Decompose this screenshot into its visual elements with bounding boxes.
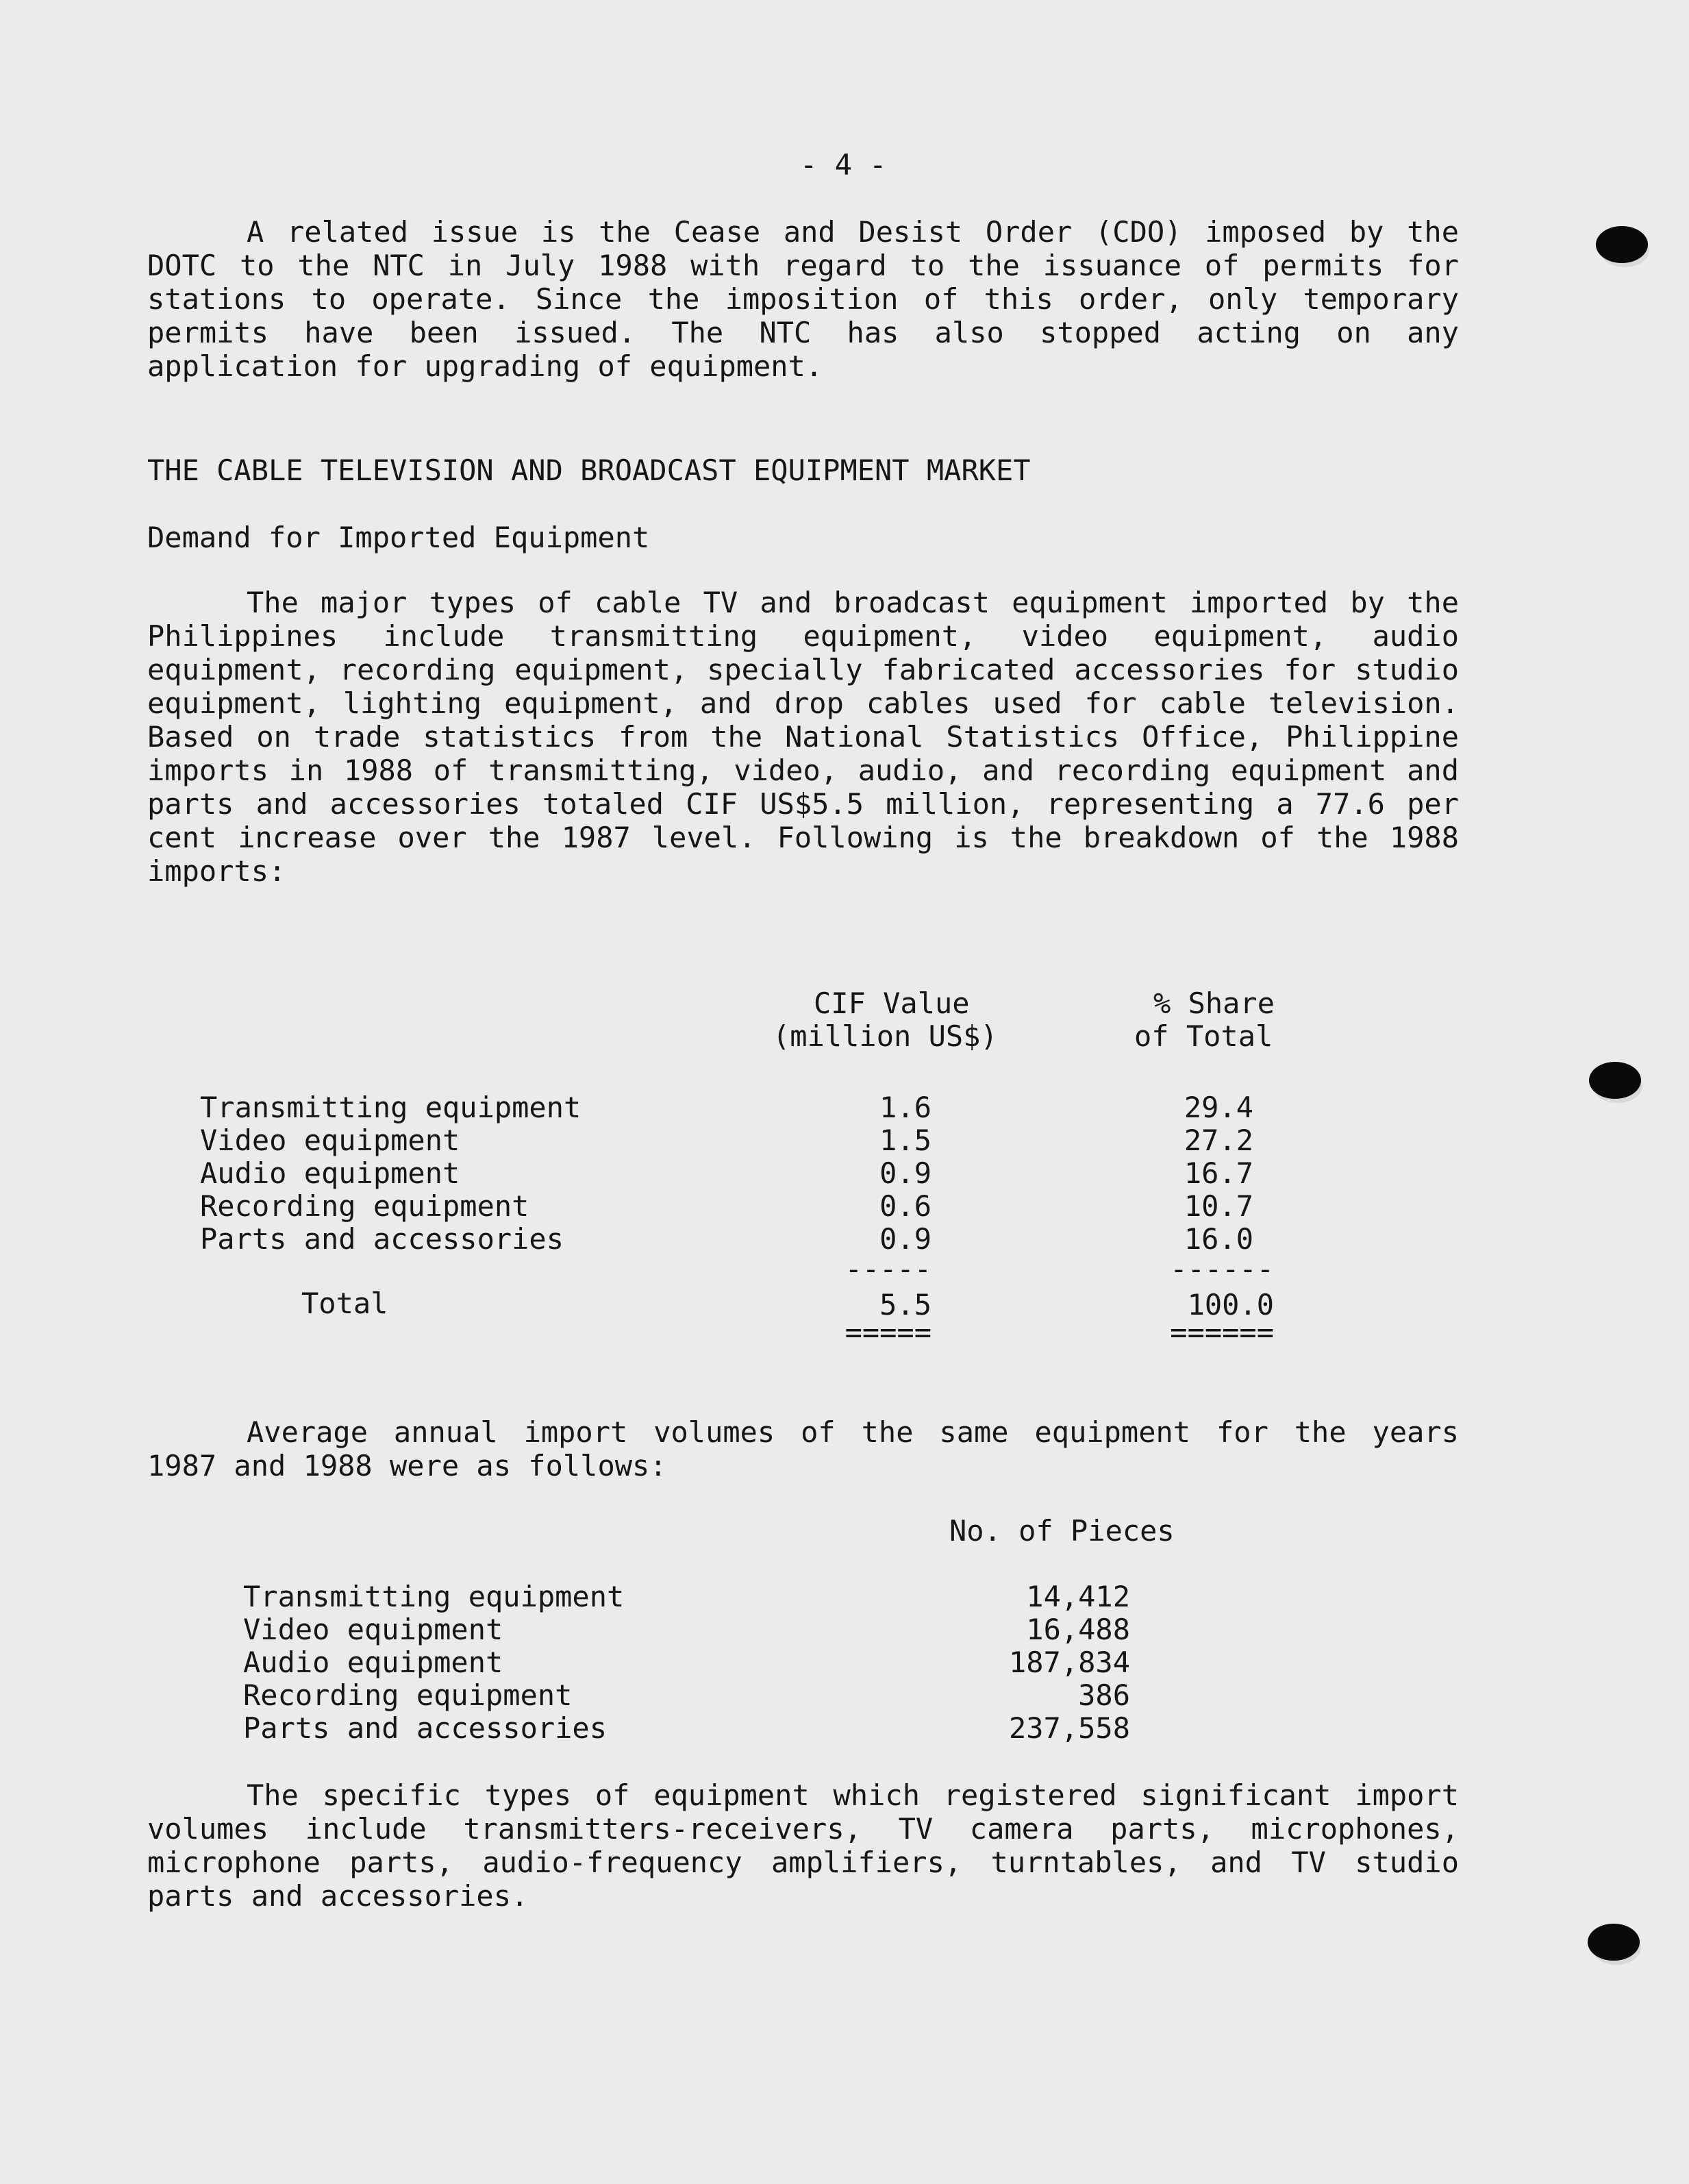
paragraph-imports-text: The major types of cable TV and broadcast equipment imported by the Philippines include transmitting equipment, video equipment, audio equipment, recording equipment, specially fabricated accessories for studio equipment, lighting equipment, and drop cables used for cable television. Based on trade statistics from the National Statistics Office, Philippine imports in 1988 of transmitting, video, audio, and recording equipment and parts and accessories totaled CIF US$5.5 million, representing a 77.6 per cent increase over the 1987 level. Following is the breakdown of the 1988 imports:	[147, 586, 1459, 888]
share-row-value: 27.2	[1184, 1124, 1253, 1157]
cif-row-label: Transmitting equipment	[200, 1091, 581, 1124]
cif-total-label: Total	[301, 1287, 388, 1320]
cif-row-value: 0.9	[879, 1156, 931, 1190]
volume-row-label: Audio equipment	[243, 1646, 503, 1679]
cif-row-value: 1.6	[879, 1091, 931, 1124]
cif-total-rule: =====	[844, 1315, 931, 1349]
paragraph-volumes	[147, 1415, 1459, 1482]
paragraph-volumes-text: Average annual import volumes of the same equipment for the years 1987 and 1988 were as follows:	[147, 1415, 1459, 1482]
paragraph-cdo	[147, 215, 1459, 383]
cif-row-value: 0.9	[879, 1222, 931, 1256]
volume-row-value: 14,412	[1026, 1580, 1130, 1613]
binder-hole-bottom	[1588, 1924, 1640, 1961]
paragraph-imports	[147, 586, 1459, 888]
cif-subtotal-rule: -----	[844, 1252, 931, 1286]
volume-row-label: Parts and accessories	[243, 1711, 608, 1745]
volume-row-value: 386	[1078, 1678, 1130, 1712]
cif-header-1: CIF Value	[814, 986, 970, 1020]
cif-row-label: Video equipment	[200, 1124, 460, 1157]
paragraph-cdo-text: A related issue is the Cease and Desist Order (CDO) imposed by the DOTC to the NTC in July 1988 with regard to the issuance of permits for stations to operate. Since the imposition of this order, only temporary permits have been issued. The NTC has also stopped acting on any application for upgrading of equipment.	[147, 215, 1459, 383]
binder-hole-middle	[1589, 1062, 1641, 1099]
subheading: Demand for Imported Equipment	[147, 521, 650, 554]
share-header-1: % Share	[1153, 986, 1275, 1020]
cif-row-value: 1.5	[879, 1124, 931, 1157]
volume-header: No. of Pieces	[949, 1514, 1175, 1548]
share-row-value: 16.7	[1184, 1156, 1253, 1190]
cif-header-2: (million US$)	[773, 1019, 998, 1053]
binder-hole-top	[1596, 226, 1648, 263]
paragraph-specific-types	[147, 1778, 1459, 1913]
share-row-value: 10.7	[1184, 1189, 1253, 1223]
cif-row-label: Parts and accessories	[200, 1222, 564, 1256]
share-total-value: 100.0	[1187, 1288, 1274, 1321]
paragraph-specific-types-text: The specific types of equipment which registered significant import volumes include transmitters-receivers, TV camera parts, microphones, microphone parts, audio-frequency amplifiers, turntables, and TV studio parts and accessories.	[147, 1778, 1459, 1913]
volume-row-label: Transmitting equipment	[243, 1580, 625, 1613]
cif-row-value: 0.6	[879, 1189, 931, 1223]
volume-row-value: 187,834	[1008, 1646, 1130, 1679]
share-subtotal-rule: ------	[1170, 1252, 1274, 1286]
volume-row-label: Recording equipment	[243, 1678, 573, 1712]
cif-total-value: 5.5	[879, 1288, 931, 1321]
share-row-value: 29.4	[1184, 1091, 1253, 1124]
cif-row-label: Recording equipment	[200, 1189, 529, 1223]
cif-row-label: Audio equipment	[200, 1156, 460, 1190]
share-total-rule: ======	[1170, 1315, 1274, 1349]
section-heading: THE CABLE TELEVISION AND BROADCAST EQUIPMENT MARKET	[147, 454, 1031, 487]
volume-row-value: 16,488	[1026, 1613, 1130, 1646]
share-header-2: of Total	[1134, 1019, 1273, 1053]
volume-row-label: Video equipment	[243, 1613, 503, 1646]
volume-row-value: 237,558	[1008, 1711, 1130, 1745]
share-row-value: 16.0	[1184, 1222, 1253, 1256]
page-number: - 4 -	[800, 148, 887, 182]
